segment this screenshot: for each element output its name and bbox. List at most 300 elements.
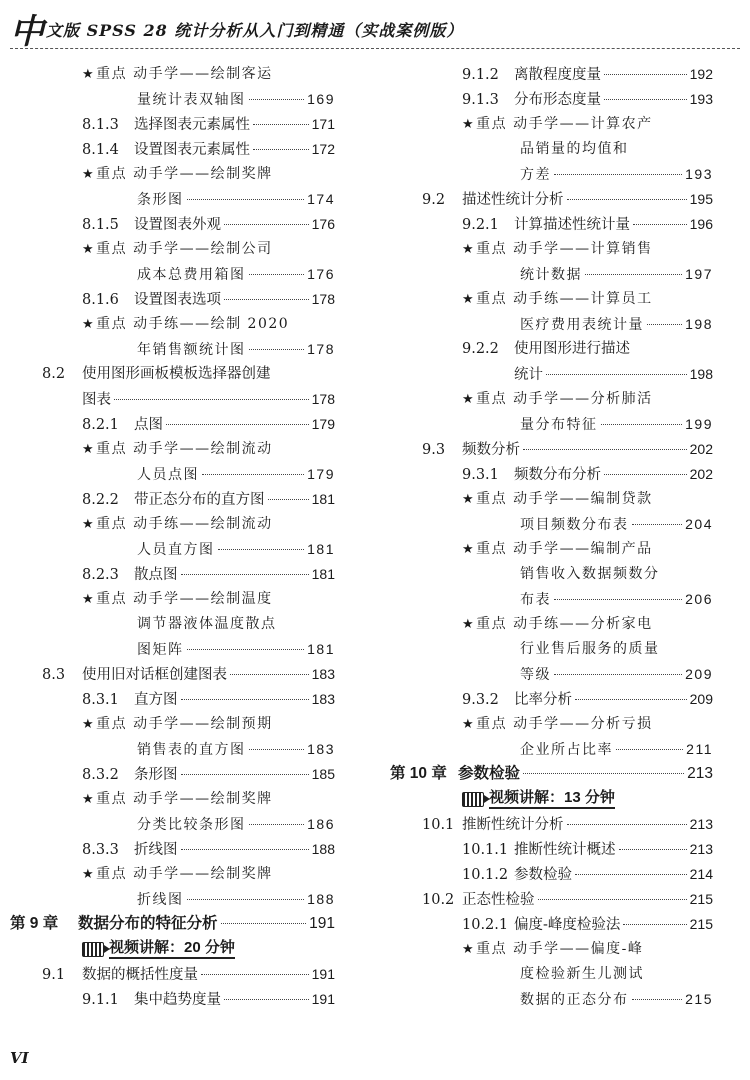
toc-entry-subsection[interactable] [462, 462, 713, 486]
toc-title: 直方图 [134, 692, 178, 708]
star-icon: ★ [82, 717, 96, 732]
leader-dots [181, 774, 309, 775]
key-point-heading [82, 312, 289, 336]
toc-entry-chapter[interactable] [390, 762, 713, 786]
toc-entry-key-point[interactable] [137, 737, 335, 761]
video-duration: 视频讲解：20 分钟 [109, 939, 235, 959]
toc-page-number: 188 [311, 841, 335, 857]
toc-entry-subsection[interactable] [462, 87, 713, 111]
toc-entry-subsection[interactable] [82, 762, 335, 786]
toc-number: 8.1.5 [82, 217, 119, 233]
key-point-title-cont-text: 度检验新生儿测试 [520, 966, 644, 982]
key-point-heading [82, 62, 273, 86]
toc-entry-section[interactable] [42, 962, 335, 986]
toc-title: 带正态分布的直方图 [134, 492, 265, 508]
toc-entry-subsection[interactable] [82, 687, 335, 711]
leader-dots [181, 574, 309, 575]
toc-page-number: 193 [689, 91, 713, 107]
toc-title: 选择图表元素属性 [134, 117, 250, 133]
key-point-title-end: 统计数据 [520, 267, 582, 283]
star-icon: ★ [82, 67, 96, 82]
leader-dots [253, 124, 309, 125]
toc-page-number: 209 [689, 691, 713, 707]
toc-entry-key-point[interactable] [137, 262, 335, 286]
video-camera-icon [82, 942, 104, 957]
key-point-title-end: 图矩阵 [137, 642, 184, 658]
toc-title-cont: 图表 [82, 392, 111, 408]
toc-entry-subsection[interactable] [462, 62, 713, 86]
key-point-title: 重点 动手学——计算销售 [476, 241, 653, 257]
toc-page-number: 193 [685, 166, 713, 182]
toc-page-number: 191 [311, 966, 335, 982]
toc-page-number: 214 [689, 866, 713, 882]
toc-title: 数据分布的特征分析 [78, 915, 218, 932]
key-point-title-end: 量分布特征 [520, 417, 598, 433]
leader-dots [224, 224, 309, 225]
toc-page-number: 209 [685, 666, 713, 682]
toc-number: 第 9 章 [10, 915, 59, 932]
star-icon: ★ [82, 167, 96, 182]
toc-entry-key-point[interactable] [137, 812, 335, 836]
toc-entry-chapter[interactable] [10, 912, 335, 936]
toc-entry-subsection[interactable] [82, 987, 335, 1011]
key-point-heading [462, 937, 643, 961]
toc-number: 8.2.1 [82, 417, 119, 433]
toc-number: 10.2 [422, 892, 455, 908]
toc-number: 9.1.1 [82, 992, 119, 1008]
toc-title: 频数分析 [462, 442, 520, 458]
toc-entry-section[interactable] [42, 662, 335, 686]
key-point-heading [82, 712, 273, 736]
star-icon: ★ [462, 942, 476, 957]
leader-dots [523, 773, 684, 774]
toc-page-number: 213 [689, 841, 713, 857]
key-point-title-end: 分类比较条形图 [137, 817, 246, 833]
toc-page-number: 191 [311, 991, 335, 1007]
toc-entry-subsection[interactable] [82, 212, 335, 236]
key-point-title-cont-text: 品销量的均值和 [520, 141, 629, 157]
toc-page-number: 191 [309, 915, 335, 932]
toc-page-number: 172 [311, 141, 335, 157]
leader-dots [114, 399, 309, 400]
toc-entry-subsection[interactable] [462, 862, 713, 886]
leader-dots [604, 474, 687, 475]
leader-dots [567, 199, 687, 200]
toc-page-number: 178 [311, 391, 335, 407]
key-point-title-end: 布表 [520, 592, 551, 608]
key-point-heading [82, 162, 273, 186]
key-point-heading [82, 437, 273, 461]
key-point-title: 重点 动手练——计算员工 [476, 291, 653, 307]
star-icon: ★ [82, 792, 96, 807]
toc-title: 设置图表选项 [134, 292, 221, 308]
toc-entry-key-point[interactable] [520, 262, 713, 286]
leader-dots [546, 374, 687, 375]
toc-page-number: 196 [689, 216, 713, 232]
toc-title: 频数分布分析 [514, 467, 601, 483]
toc-entry-section[interactable] [422, 437, 713, 461]
toc-page-number: 183 [307, 741, 335, 757]
key-point-heading [462, 112, 653, 136]
leader-dots [253, 149, 309, 150]
toc-entry-subsection[interactable] [82, 487, 335, 511]
toc-title: 散点图 [134, 567, 178, 583]
toc-number: 10.2.1 [462, 917, 509, 933]
toc-number: 8.2.3 [82, 567, 119, 583]
leader-dots [623, 924, 686, 925]
star-icon: ★ [462, 617, 476, 632]
leader-dots [523, 449, 687, 450]
leader-dots [181, 849, 309, 850]
toc-number: 9.2.1 [462, 217, 499, 233]
toc-page-number: 178 [307, 341, 335, 357]
leader-dots [619, 849, 687, 850]
toc-title: 离散程度度量 [514, 67, 601, 83]
toc-number: 第 10 章 [390, 765, 447, 782]
key-point-title-end: 折线图 [137, 892, 184, 908]
toc-page-number: 202 [689, 466, 713, 482]
toc-page-number: 181 [307, 641, 335, 657]
toc-entry-key-point[interactable] [137, 87, 335, 111]
toc-entry-key-point[interactable] [520, 162, 713, 186]
key-point-title: 重点 动手练——绘制 2020 [96, 316, 290, 332]
key-point-title-cont-text: 销售收入数据频数分 [520, 566, 660, 582]
toc-number: 9.2 [422, 192, 446, 208]
leader-dots [249, 99, 305, 100]
toc-entry-key-point[interactable] [520, 312, 713, 336]
leader-dots [554, 674, 682, 675]
key-point-heading [462, 287, 653, 311]
toc-title: 分布形态度量 [514, 92, 601, 108]
key-point-heading [82, 237, 273, 261]
star-icon: ★ [462, 117, 476, 132]
toc-page-number: 183 [311, 666, 335, 682]
star-icon: ★ [82, 242, 96, 257]
toc-page-number: 215 [689, 916, 713, 932]
key-point-title-end: 项目频数分布表 [520, 517, 629, 533]
leader-dots [218, 549, 305, 550]
key-point-title: 重点 动手学——绘制奖牌 [96, 166, 273, 182]
star-icon: ★ [462, 392, 476, 407]
leader-dots [166, 424, 309, 425]
toc-entry-subsection[interactable] [462, 687, 713, 711]
key-point-title-cont-text: 调节器液体温度散点 [137, 616, 277, 632]
toc-number: 9.3.1 [462, 467, 499, 483]
toc-page-number: 195 [689, 191, 713, 207]
toc-entry-key-point[interactable] [520, 412, 713, 436]
toc-title: 设置图表外观 [134, 217, 221, 233]
key-point-title-cont [520, 637, 713, 661]
toc-page-number: 204 [685, 516, 713, 532]
key-point-heading [462, 387, 653, 411]
toc-entry-subsection[interactable] [462, 212, 713, 236]
header-glyph: 中 [10, 12, 44, 52]
toc-entry-key-point[interactable] [520, 987, 713, 1011]
toc-number: 9.1 [42, 967, 66, 983]
leader-dots [224, 299, 309, 300]
toc-title: 使用图形画板模板选择器创建 [82, 366, 271, 382]
key-point-heading [462, 487, 653, 511]
page-header [10, 8, 740, 52]
leader-dots [575, 874, 687, 875]
leader-dots [249, 749, 305, 750]
leader-dots [538, 899, 687, 900]
star-icon: ★ [82, 867, 96, 882]
toc-number: 8.3.2 [82, 767, 119, 783]
key-point-title-cont [520, 137, 713, 161]
toc-title: 推断性统计概述 [514, 842, 616, 858]
leader-dots [221, 923, 307, 924]
leader-dots [575, 699, 687, 700]
key-point-title-end: 医疗费用表统计量 [520, 317, 644, 333]
toc-page-number: 213 [687, 765, 713, 782]
toc-entry-subsection[interactable] [82, 112, 335, 136]
key-point-title: 重点 动手学——绘制公司 [96, 241, 273, 257]
key-point-title-end: 企业所占比率 [520, 742, 613, 758]
leader-dots [632, 524, 683, 525]
leader-dots [249, 349, 305, 350]
toc-page-number: 192 [689, 66, 713, 82]
toc-page-number: 202 [689, 441, 713, 457]
toc-entry-key-point[interactable] [520, 662, 713, 686]
toc-page-number: 181 [311, 566, 335, 582]
toc-entry-key-point[interactable] [137, 187, 335, 211]
leader-dots [604, 99, 687, 100]
toc-entry-key-point[interactable] [137, 337, 335, 361]
leader-dots [567, 824, 687, 825]
toc-number: 10.1.2 [462, 867, 509, 883]
toc-title: 比率分析 [514, 692, 572, 708]
toc-entry-subsection[interactable] [82, 287, 335, 311]
toc-number: 8.3 [42, 667, 66, 683]
toc-entry-key-point[interactable] [520, 512, 713, 536]
toc-entry-subsection[interactable] [82, 412, 335, 436]
key-point-heading [82, 512, 273, 536]
leader-dots [187, 649, 305, 650]
toc-section-heading [42, 362, 271, 386]
toc-title: 描述性统计分析 [462, 192, 564, 208]
key-point-heading [462, 712, 653, 736]
toc-page-number: 198 [685, 316, 713, 332]
toc-page-number: 169 [307, 91, 335, 107]
toc-page-number: 199 [685, 416, 713, 432]
toc-page-number: 174 [307, 191, 335, 207]
leader-dots [616, 749, 683, 750]
toc-number: 8.1.4 [82, 142, 119, 158]
video-camera-icon [462, 792, 484, 807]
key-point-title: 重点 动手学——分析肺活 [476, 391, 653, 407]
toc-entry-subsection[interactable] [462, 912, 713, 936]
toc-page-number: 213 [689, 816, 713, 832]
book-title: 文版 SPSS 28 统计分析从入门到精通（实战案例版） [46, 21, 464, 40]
toc-page-number: 176 [307, 266, 335, 282]
leader-dots [633, 224, 687, 225]
key-point-heading [82, 862, 273, 886]
leader-dots [187, 899, 305, 900]
toc-page-number: 171 [311, 116, 335, 132]
toc-entry-subsection[interactable] [82, 562, 335, 586]
leader-dots [249, 274, 305, 275]
key-point-heading [82, 787, 273, 811]
key-point-title: 重点 动手学——分析亏损 [476, 716, 653, 732]
leader-dots [604, 74, 687, 75]
video-lecture-link[interactable] [462, 787, 615, 811]
toc-number: 9.1.2 [462, 67, 499, 83]
star-icon: ★ [462, 717, 476, 732]
toc-number: 8.2.2 [82, 492, 119, 508]
toc-entry-key-point[interactable] [137, 537, 335, 561]
toc-title: 推断性统计分析 [462, 817, 564, 833]
star-icon: ★ [462, 542, 476, 557]
toc-page-number: 188 [307, 891, 335, 907]
leader-dots [224, 999, 309, 1000]
toc-entry-key-point[interactable] [520, 587, 713, 611]
toc-number: 10.1 [422, 817, 455, 833]
toc-page-number: 215 [689, 891, 713, 907]
leader-dots [554, 174, 682, 175]
toc-subsection-heading [462, 337, 630, 361]
key-point-title-end: 量统计表双轴图 [137, 92, 246, 108]
toc-page-number: 176 [311, 216, 335, 232]
key-point-title: 重点 动手学——偏度-峰 [476, 941, 644, 957]
key-point-title: 重点 动手学——编制产品 [476, 541, 653, 557]
toc-title: 偏度-峰度检验法 [514, 917, 621, 933]
key-point-title-end: 年销售额统计图 [137, 342, 246, 358]
toc-entry-section[interactable] [422, 187, 713, 211]
toc-entry-key-point[interactable] [520, 737, 713, 761]
toc-title: 集中趋势度量 [134, 992, 221, 1008]
toc-entry-key-point[interactable] [137, 637, 335, 661]
key-point-title: 重点 动手学——绘制预期 [96, 716, 273, 732]
video-duration: 视频讲解：13 分钟 [489, 789, 615, 809]
key-point-heading [462, 537, 653, 561]
toc-number: 8.1.6 [82, 292, 119, 308]
toc-number: 10.1.1 [462, 842, 509, 858]
key-point-heading [462, 612, 653, 636]
toc-entry-section[interactable] [422, 887, 713, 911]
toc-title: 折线图 [134, 842, 178, 858]
leader-dots [268, 499, 309, 500]
leader-dots [249, 824, 305, 825]
leader-dots [601, 424, 683, 425]
key-point-title: 重点 动手学——绘制奖牌 [96, 866, 273, 882]
key-point-title-end: 数据的正态分布 [520, 992, 629, 1008]
star-icon: ★ [462, 492, 476, 507]
toc-page-number: 178 [311, 291, 335, 307]
key-point-title: 重点 动手学——绘制流动 [96, 441, 273, 457]
key-point-title-end: 条形图 [137, 192, 184, 208]
key-point-title-end: 等级 [520, 667, 551, 683]
key-point-heading [82, 587, 273, 611]
star-icon: ★ [82, 442, 96, 457]
star-icon: ★ [82, 592, 96, 607]
star-icon: ★ [462, 242, 476, 257]
toc-title-cont: 统计 [514, 367, 543, 383]
toc-title: 设置图表元素属性 [134, 142, 250, 158]
key-point-title-cont [520, 962, 713, 986]
key-point-title-cont [137, 612, 335, 636]
star-icon: ★ [82, 317, 96, 332]
toc-page-number: 181 [311, 491, 335, 507]
toc-entry-subsection[interactable] [82, 837, 335, 861]
key-point-title-cont-text: 行业售后服务的质量 [520, 641, 660, 657]
video-lecture-link[interactable] [82, 937, 235, 961]
leader-dots [554, 599, 682, 600]
toc-entry-key-point[interactable] [137, 462, 335, 486]
toc-title: 使用图形进行描述 [514, 341, 630, 357]
key-point-heading [462, 237, 653, 261]
toc-number: 8.3.1 [82, 692, 119, 708]
key-point-title: 重点 动手学——绘制客运 [96, 66, 273, 82]
toc-number: 9.3.2 [462, 692, 499, 708]
toc-entry-subsection[interactable] [514, 362, 713, 386]
toc-title: 条形图 [134, 767, 178, 783]
leader-dots [230, 674, 309, 675]
toc-number: 8.3.3 [82, 842, 119, 858]
leader-dots [585, 274, 682, 275]
leader-dots [202, 474, 304, 475]
leader-dots [187, 199, 305, 200]
toc-page-number: 179 [311, 416, 335, 432]
toc-page-number: 183 [311, 691, 335, 707]
leader-dots [632, 999, 683, 1000]
key-point-title-end: 成本总费用箱图 [137, 267, 246, 283]
toc-number: 9.2.2 [462, 341, 499, 357]
toc-number: 9.3 [422, 442, 446, 458]
toc-title: 使用旧对话框创建图表 [82, 667, 227, 683]
toc-number: 9.1.3 [462, 92, 499, 108]
toc-page-number: 215 [685, 991, 713, 1007]
toc-page-number: 179 [307, 466, 335, 482]
key-point-title: 重点 动手学——计算农产 [476, 116, 653, 132]
toc-title: 参数检验 [458, 765, 521, 782]
toc-page-number: 197 [685, 266, 713, 282]
toc-page-number: 206 [685, 591, 713, 607]
toc-page-number: 181 [307, 541, 335, 557]
leader-dots [647, 324, 682, 325]
key-point-title-end: 方差 [520, 167, 551, 183]
key-point-title-end: 人员直方图 [137, 542, 215, 558]
key-point-title: 重点 动手学——绘制温度 [96, 591, 273, 607]
toc-number: 8.1.3 [82, 117, 119, 133]
toc-entry-subsection[interactable] [82, 137, 335, 161]
toc-title: 正态性检验 [462, 892, 535, 908]
key-point-title-end: 销售表的直方图 [137, 742, 246, 758]
toc-title: 数据的概括性度量 [82, 967, 198, 983]
key-point-title: 重点 动手练——绘制流动 [96, 516, 273, 532]
key-point-title: 重点 动手练——分析家电 [476, 616, 653, 632]
toc-title: 参数检验 [514, 867, 572, 883]
toc-page-number: 198 [689, 366, 713, 382]
toc-entry-section[interactable] [82, 387, 335, 411]
key-point-title: 重点 动手学——绘制奖牌 [96, 791, 273, 807]
leader-dots [181, 699, 309, 700]
toc-page-number: 185 [311, 766, 335, 782]
toc-entry-subsection[interactable] [462, 837, 713, 861]
key-point-title-end: 人员点图 [137, 467, 199, 483]
key-point-title-cont [520, 562, 713, 586]
star-icon: ★ [82, 517, 96, 532]
page-number: VI [10, 1049, 29, 1067]
toc-title: 计算描述性统计量 [514, 217, 630, 233]
toc-number: 8.2 [42, 366, 66, 382]
toc-entry-section[interactable] [422, 812, 713, 836]
toc-page-number: 186 [307, 816, 335, 832]
toc-page-number: 211 [686, 741, 713, 757]
toc-entry-key-point[interactable] [137, 887, 335, 911]
key-point-title: 重点 动手学——编制贷款 [476, 491, 653, 507]
star-icon: ★ [462, 292, 476, 307]
